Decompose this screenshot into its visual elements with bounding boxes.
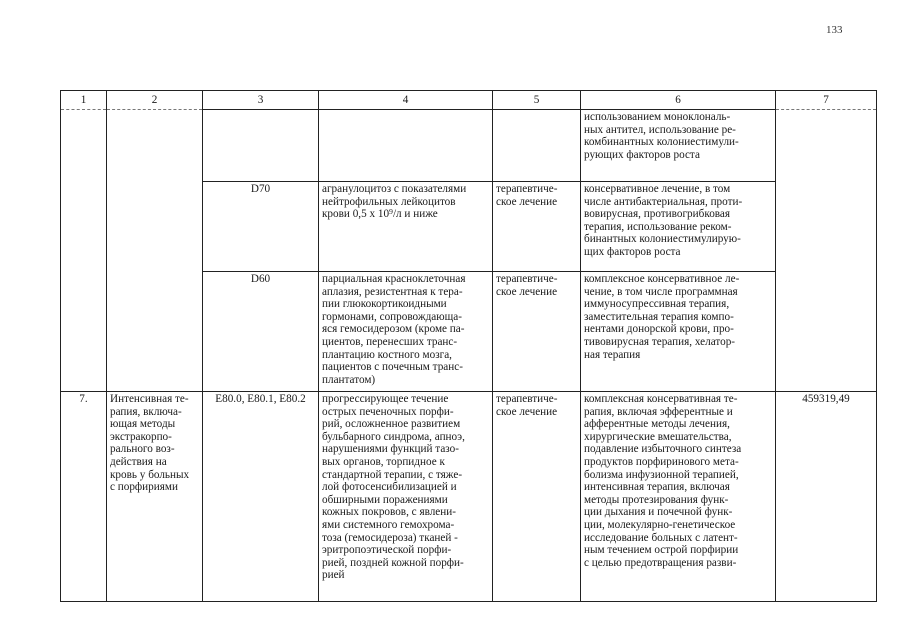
treatment-type-cell: терапевтиче- ское лечение (493, 182, 581, 272)
table-row (61, 110, 877, 182)
header-col-1: 1 (61, 91, 107, 110)
icd-code-cell: D60 (203, 272, 319, 392)
treatment-method-cell: комплексное консервативное ле- чение, в том числе программная иммуносупрессивная терапия, заместительная терапия компо- нентами донорской крови, про- тивовирусная терапия, хелатор- ная терапия (581, 272, 776, 392)
care-type-cell (107, 110, 203, 392)
icd-code-cell (203, 110, 319, 182)
treatment-type-cell (493, 110, 581, 182)
header-col-5: 5 (493, 91, 581, 110)
treatment-method-cell: консервативное лечение, в том числе антибактериальная, проти- вовирусная, противогрибковая терапия, использование реком- бинантных колониестимулирую- щих факторов роста (581, 182, 776, 272)
header-col-3: 3 (203, 91, 319, 110)
patient-model-cell: парциальная красноклеточная аплазия, резистентная к тера- пии глюкокортикоидными гормонами, сопровождающа- яся гемосидерозом (кроме па- циентов, перенесших транс- плантацию костного мозга, пациентов с почечным транс- плантатом) (319, 272, 493, 392)
row-number-cell (61, 110, 107, 392)
treatment-type-cell: терапевтиче- ское лечение (493, 392, 581, 602)
patient-model-cell (319, 110, 493, 182)
standard-cost-cell: 459319,49 (776, 392, 877, 602)
patient-model-cell: прогрессирующее течение острых печеночных порфи- рий, осложненное развитием бульбарного синдрома, апноэ, нарушениями функций тазо- вых органов, торпидное к стандартной терапии, с тяже- лой фотосенсибилизацией и обширными поражениями кожных покровов, с явлени- ями системного гемохрома- тоза (гемосидероза) тканей - эритропоэтической порфи- рией, поздней кожной порфи- рией (319, 392, 493, 602)
header-col-2: 2 (107, 91, 203, 110)
row-number-cell: 7. (61, 392, 107, 602)
icd-code-cell: E80.0, E80.1, E80.2 (203, 392, 319, 602)
icd-code-cell: D70 (203, 182, 319, 272)
treatment-type-cell: терапевтиче- ское лечение (493, 272, 581, 392)
page-number: 133 (826, 24, 843, 36)
standard-cost-cell (776, 110, 877, 392)
header-col-7: 7 (776, 91, 877, 110)
table-header-row (61, 91, 877, 110)
header-col-6: 6 (581, 91, 776, 110)
table-row (61, 392, 877, 602)
medical-care-table (60, 90, 877, 602)
treatment-method-cell: комплексная консервативная те- рапия, включая эфферентные и афферентные методы лечения, хирургические вмешательства, подавление избыточного синтеза продуктов порфиринового мета- болизма инфузионной терапией, интенсивная терапия, включая методы протезирования функ- ции дыхания и почечной функ- ции, молекулярно-генетическое исследование больных с латент- ным течением острой порфирии с целью предотвращения разви- (581, 392, 776, 602)
treatment-method-cell: использованием моноклональ- ных антител, использование ре- комбинантных колониестимули- рующих факторов роста (581, 110, 776, 182)
header-col-4: 4 (319, 91, 493, 110)
patient-model-cell: агранулоцитоз с показателями нейтрофильных лейкоцитов крови 0,5 x 10⁹/л и ниже (319, 182, 493, 272)
care-type-cell: Интенсивная те- рапия, включа- ющая методы экстракорпо- рального воз- действия на кровь у больных с порфириями (107, 392, 203, 602)
